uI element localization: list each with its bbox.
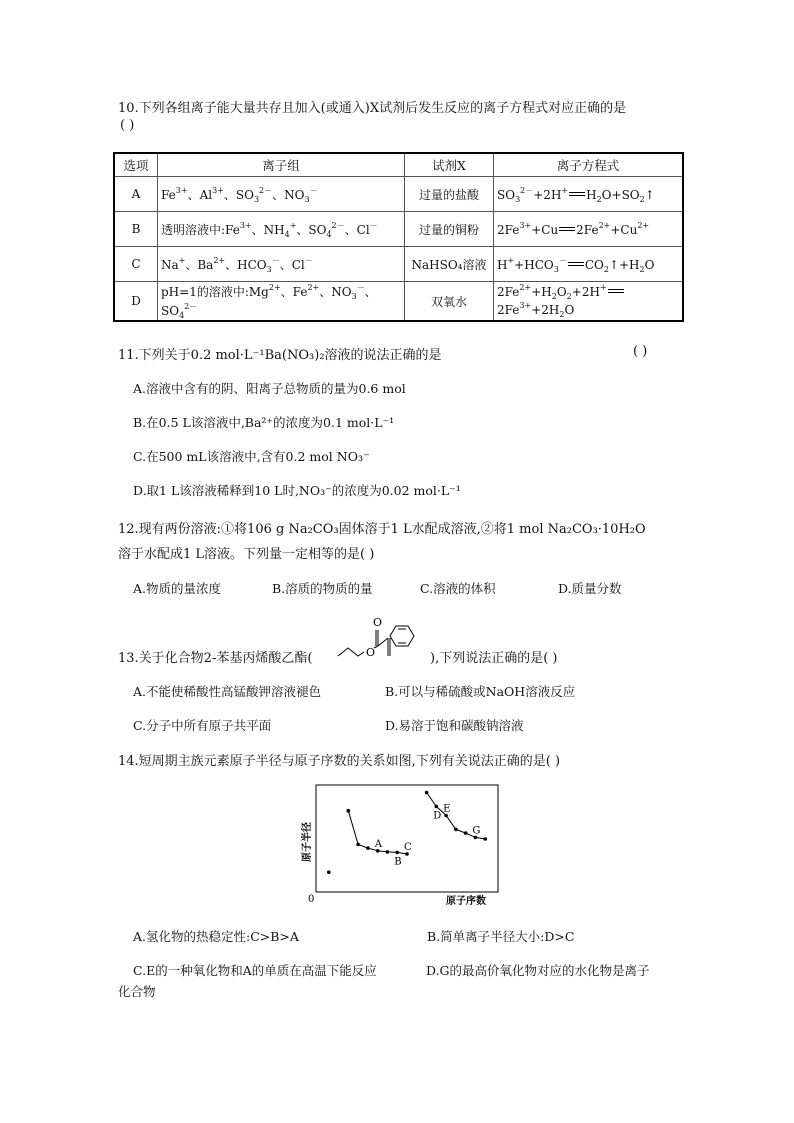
q12-option-b: B.溶质的物质的量: [272, 581, 373, 596]
q11-option-c: C.在500 mL该溶液中,含有0.2 mol NO₃⁻: [133, 449, 370, 464]
q13-stem-left: 13.关于化合物2-苯基丙烯酸乙酯(: [118, 651, 313, 666]
q12-option-c: C.溶液的体积: [420, 581, 496, 596]
reagent: 过量的铜粉: [405, 212, 494, 247]
q14-stem: 14.短周期主族元素原子半径与原子序数的关系如图,下列有关说法正确的是( ): [118, 754, 561, 769]
q12-stem-line2: 溶于水配成1 L溶液。下列量一定相等的是( ): [118, 547, 375, 562]
table-header-cell: 试剂X: [405, 153, 494, 177]
data-point: [425, 791, 429, 795]
q11-stem: 11.下列关于0.2 mol·L⁻¹Ba(NO₃)₂溶液的说法正确的是: [118, 348, 442, 363]
ion-group: 透明溶液中$:Fe^{3+}$、$NH_4^+$、$SO_4^{2-}$、Cl－: [158, 212, 405, 247]
data-point: [395, 851, 399, 855]
q11-answer-paren: ( ): [633, 344, 648, 359]
q12-stem-line1: 12.现有两份溶液:①将106 g Na₂CO₃固体溶于1 L水配成溶液,②将1 mol Na₂CO₃·10H₂O: [118, 522, 646, 537]
data-point: [483, 837, 487, 841]
ion-group: $Fe^{3+}$、$Al^{3+}$、$SO_3^{2-}$、$NO_3^-$: [158, 177, 405, 212]
reagent: 双氧水: [405, 282, 494, 322]
table-row: [114, 247, 683, 282]
ethyl-2-phenylacrylate-structure: [330, 608, 430, 666]
ion-equation: $H^++HCO_3^-$ $CO_2↑+H_2O$: [494, 247, 684, 282]
data-point: [435, 805, 439, 809]
q14-option-a: A.氢化物的热稳定性:C>B>A: [133, 929, 299, 944]
ion-group: pH=1的溶液中$:Mg^{2+}$、$Fe^{2+}$、$NO_3^-$、$SO_4^{2-}$: [158, 282, 405, 322]
q13-option-a: A.不能使稀酸性高锰酸钾溶液褪色: [133, 684, 322, 699]
table-row: [114, 212, 683, 247]
ion-equation: $SO_3^{2-}+2H^+$ $H_2O+SO_2↑$: [494, 177, 684, 212]
table-row: [114, 282, 683, 322]
q13-option-b: B.可以与稀硫酸或NaOH溶液反应: [385, 684, 576, 699]
table-row: [114, 177, 683, 212]
radius-vs-atomic-number-chart: [296, 780, 506, 910]
q12-option-d: D.质量分数: [558, 581, 622, 596]
q14-option-b: B.简单离子半径大小:D>C: [427, 929, 575, 944]
row-label: C: [114, 247, 158, 282]
q13-option-d: D.易溶于饱和碳酸钠溶液: [385, 718, 524, 733]
q10-answer-paren: ( ): [120, 118, 135, 133]
row-label: D: [114, 282, 158, 322]
ion-equation: $2Fe^{3+}+Cu$ $2Fe^{2+}+Cu^{2+}$: [494, 212, 684, 247]
q14-option-c: C.E的一种氧化物和A的单质在高温下能反应: [133, 963, 377, 978]
q12-option-a: A.物质的量浓度: [133, 581, 222, 596]
point-label-e: E: [443, 803, 451, 815]
data-point: [386, 850, 390, 854]
chart-frame: [316, 785, 498, 892]
reagent: 过量的盐酸: [405, 177, 494, 212]
point-label-d: D: [433, 810, 442, 822]
data-point: [366, 846, 370, 850]
q11-option-a: A.溶液中含有的阴、阳离子总物质的量为0.6 mol: [133, 381, 406, 396]
data-point: [454, 828, 458, 832]
point-label-a: A: [374, 838, 382, 850]
point-label-c: C: [404, 842, 412, 853]
y-axis-label: 原子半径: [302, 822, 313, 862]
q14-option-d: D.G的最高价氧化物对应的水化物是离子: [426, 963, 650, 978]
point-label-b: B: [394, 856, 402, 868]
q10-table: [113, 152, 684, 322]
q10-stem: 10.下列各组离子能大量共存且加入(或通入)X试剂后发生反应的离子方程式对应正确的是: [118, 101, 627, 116]
row-label: B: [114, 212, 158, 247]
q13-option-c: C.分子中所有原子共平面: [133, 718, 272, 733]
reagent: NaHSO₄溶液: [405, 247, 494, 282]
origin-label: 0: [308, 894, 315, 905]
q11-option-b: B.在0.5 L该溶液中,Ba²⁺的浓度为0.1 mol·L⁻¹: [133, 415, 395, 430]
ester-oxygen-label: O: [366, 646, 376, 659]
ion-equation: $2Fe^{2+}+H_2O_2+2H^+2Fe^{3+}+2H_2O$: [494, 282, 684, 322]
ion-group: Na+、$Ba^{2+}$、$HCO_3^-$、Cl－: [158, 247, 405, 282]
q14-option-d-continued: 化合物: [118, 984, 156, 999]
data-point: [464, 831, 468, 835]
table-header-row: [114, 153, 683, 177]
table-header-cell: 离子组: [158, 153, 405, 177]
data-point: [327, 870, 331, 874]
q11-option-d: D.取1 L该溶液稀释到10 L时,NO₃⁻的浓度为0.02 mol·L⁻¹: [133, 483, 461, 498]
data-point: [356, 843, 360, 847]
data-point: [347, 809, 351, 813]
q13-stem-right: ),下列说法正确的是( ): [430, 651, 558, 666]
table-header-cell: 离子方程式: [494, 153, 684, 177]
x-axis-label: 原子序数: [446, 896, 486, 907]
table-header-cell: 选项: [114, 153, 158, 177]
point-label-g: G: [472, 825, 481, 837]
carbonyl-oxygen-label: O: [373, 616, 383, 629]
row-label: A: [114, 177, 158, 212]
